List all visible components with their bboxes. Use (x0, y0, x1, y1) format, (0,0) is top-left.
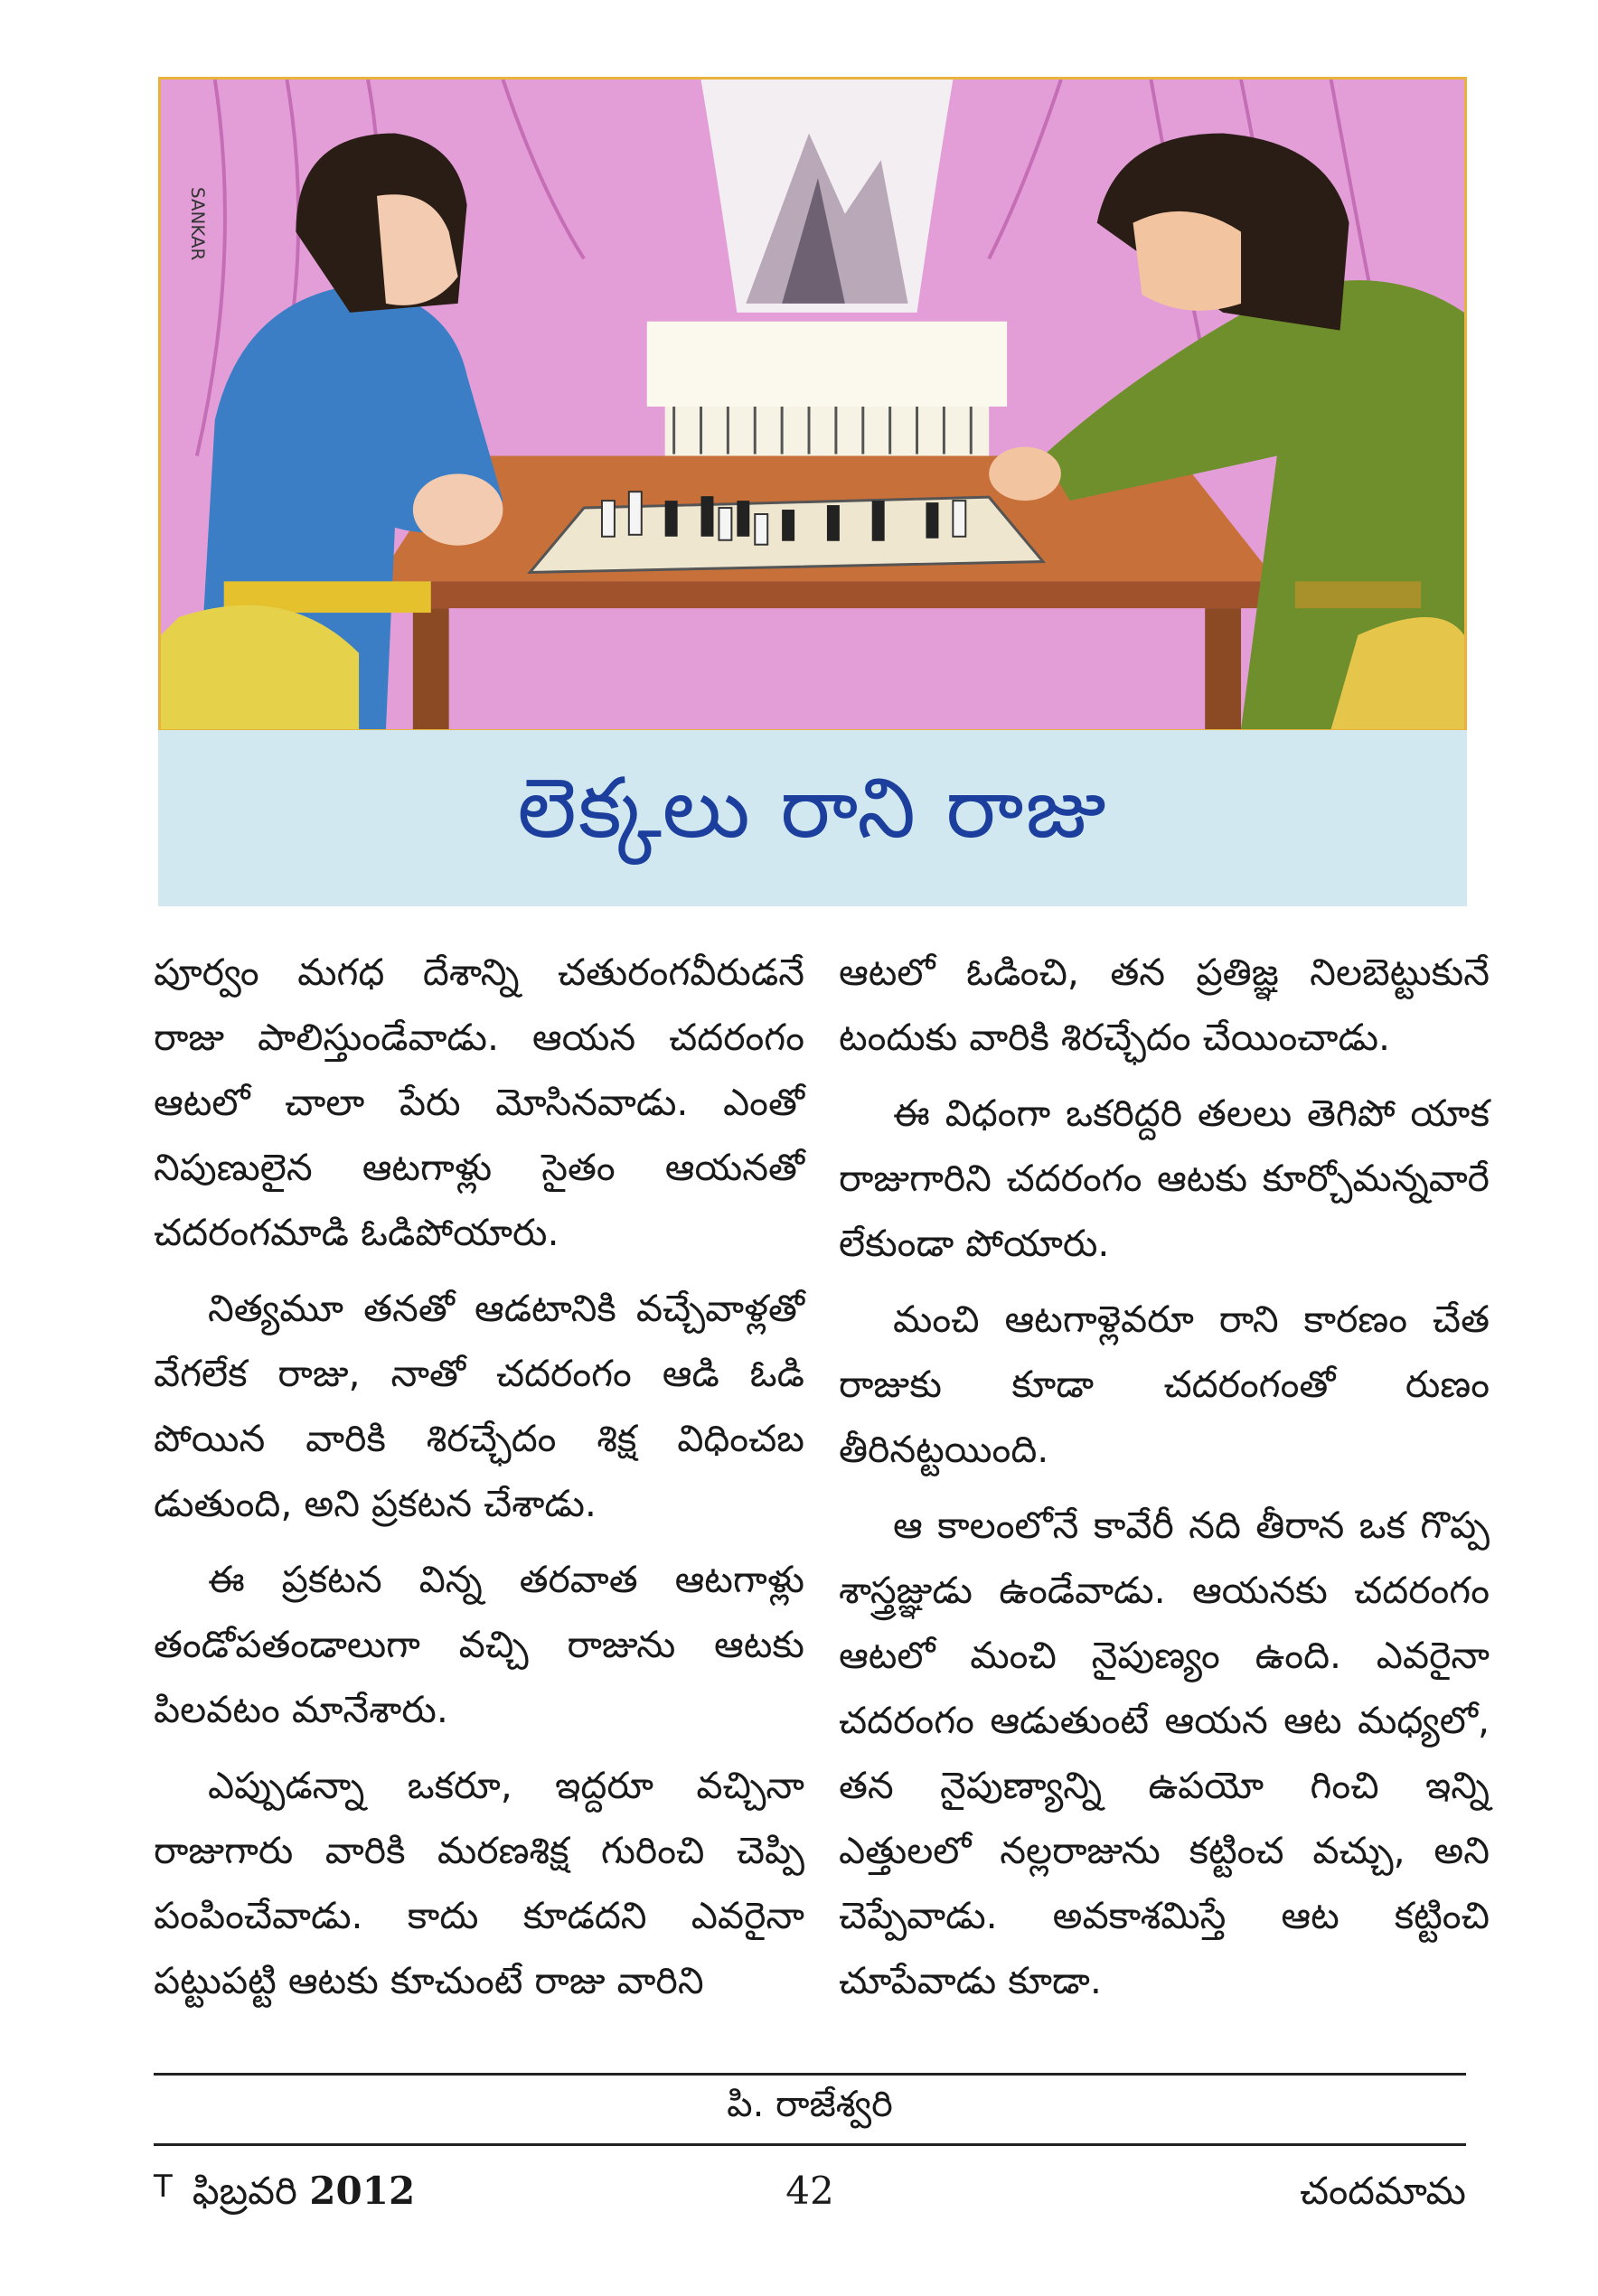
author-name: పి. రాజేశ్వరి (727, 2084, 893, 2125)
paragraph: ఆటలో ఓడించి, తన ప్రతిజ్ఞ నిలబెట్టుకునే టందుకు వారికి శిరచ్ఛేదం చేయించాడు. (839, 951, 1490, 1059)
illustrator-signature: SANKAR (186, 187, 208, 261)
page-footer (154, 2169, 1466, 2232)
paragraph: ఈ ప్రకటన విన్న తరవాత ఆటగాళ్లు తండోపతండాలుగా వచ్చి రాజును ఆటకు పిలవటం మానేశారు. (154, 1558, 804, 1731)
magazine-name: చందమామ (1300, 2169, 1466, 2213)
paragraph: ఈ విధంగా ఒకరిద్దరి తలలు తెగిపో యాక రాజుగారిని చదరంగం ఆటకు కూర్చోమన్నవారే లేకుండా పోయారు. (839, 1092, 1490, 1265)
footer-marker: T (154, 2169, 173, 2205)
page-number: 42 (785, 2169, 834, 2213)
paragraph: నిత్యమూ తనతో ఆడటానికి వచ్చేవాళ్లతో వేగలేక రాజు, నాతో చదరంగం ఆడి ఓడి పోయిన వారికి శిరచ్ఛేదం శిక్ష విధించబ డుతుంది, అని ప్రకటన చేశాడు. (154, 1287, 804, 1525)
issue-month: ఫిబ్రవరి (192, 2169, 297, 2213)
issue-year: 2012 (309, 2169, 416, 2213)
divider-bottom (154, 2143, 1466, 2146)
paragraph: మంచి ఆటగాళ్లెవరూ రాని కారణం చేత రాజుకు కూడా చదరంగంతో రుణం తీరినట్టయింది. (839, 1298, 1490, 1471)
story-title: లెక్కలు రాని రాజు (517, 759, 1108, 857)
paragraph: ఎప్పుడన్నా ఒకరూ, ఇద్దరూ వచ్చినా రాజుగారు వారికి మరణశిక్ష గురించి చెప్పి పంపించేవాడు. కాదు కూడదని ఎవరైనా పట్టుపట్టి ఆటకు కూచుంటే రాజు వారిని (154, 1764, 804, 2002)
story-illustration (158, 77, 1467, 732)
text-column-right (839, 940, 1490, 2024)
chess-players-illustration (161, 80, 1464, 729)
text-column-left (154, 940, 804, 2024)
title-band (158, 730, 1467, 906)
paragraph: ఆ కాలంలోనే కావేరీ నది తీరాన ఒక గొప్ప శాస్త్రజ్ఞుడు ఉండేవాడు. ఆయనకు చదరంగం ఆటలో మంచి నైపుణ్యం ఉంది. ఎవరైనా చదరంగం ఆడుతుంటే ఆయన ఆట మధ్యలో, తన నైపుణ్యాన్ని ఉపయో గించి ఇన్ని ఎత్తులలో నల్లరాజును కట్టించ వచ్చు, అని చెప్పేవాడు. అవకాశమిస్తే ఆట కట్టించి చూపేవాడు కూడా. (839, 1504, 1490, 2002)
paragraph: పూర్వం మగధ దేశాన్ని చతురంగవీరుడనే రాజు పాలిస్తుండేవాడు. ఆయన చదరంగం ఆటలో చాలా పేరు మోసినవాడు. ఎంతో నిపుణులైన ఆటగాళ్లు సైతం ఆయనతో చదరంగమాడి ఓడిపోయారు. (154, 951, 804, 1254)
divider-top (154, 2073, 1466, 2076)
